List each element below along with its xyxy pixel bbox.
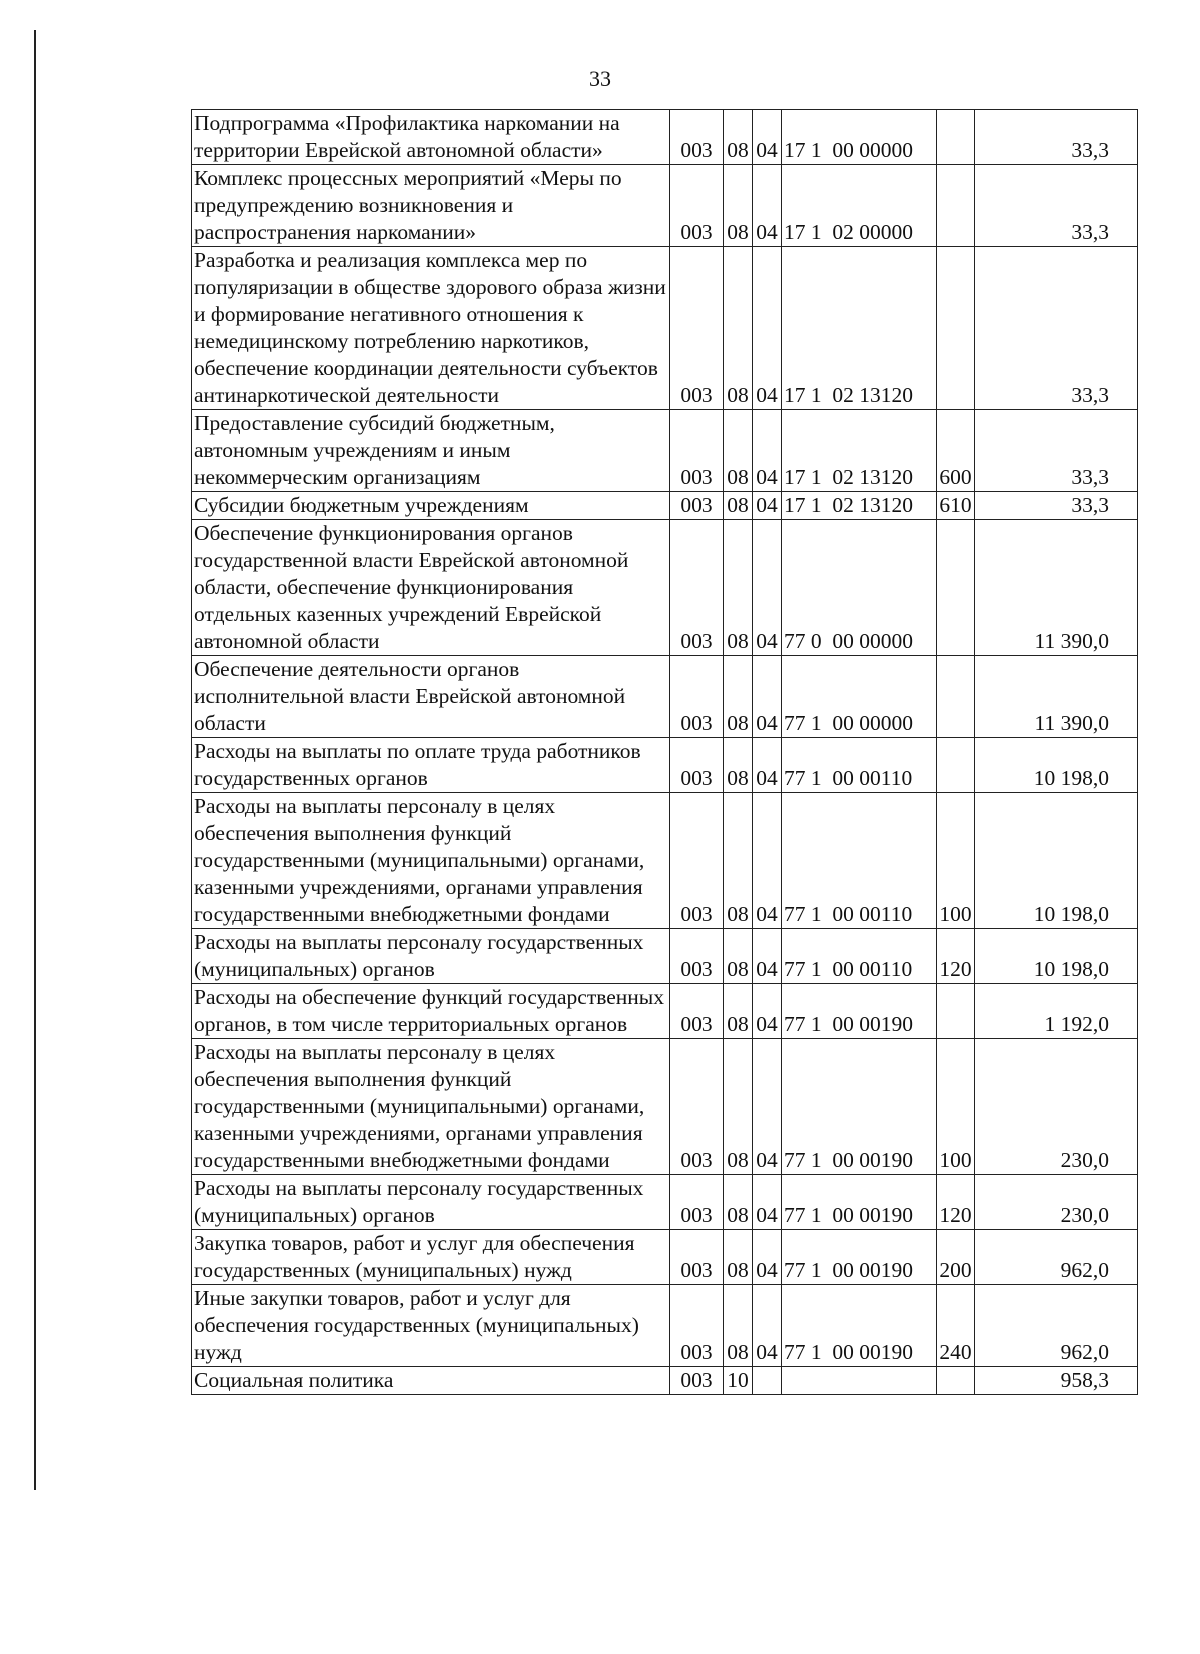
- cell-expense-type: [937, 110, 975, 165]
- cell-grbs: 003: [670, 1285, 724, 1367]
- row-name: Расходы на выплаты по оплате труда работников государственных органов: [192, 738, 670, 793]
- cell-amount: 1 192,0: [975, 984, 1138, 1039]
- table-row: [192, 656, 1138, 738]
- table-row: [192, 520, 1138, 656]
- cell-target-article: 77 1 00 00190: [782, 1230, 937, 1285]
- table-row: [192, 793, 1138, 929]
- cell-subsection: 04: [753, 1285, 782, 1367]
- row-name: Субсидии бюджетным учреждениям: [192, 492, 670, 520]
- cell-subsection: 04: [753, 492, 782, 520]
- cell-amount: 10 198,0: [975, 738, 1138, 793]
- table-row: [192, 1367, 1138, 1395]
- cell-section: 08: [724, 738, 753, 793]
- cell-grbs: 003: [670, 410, 724, 492]
- cell-section: 08: [724, 247, 753, 410]
- cell-target-article: 77 1 00 00110: [782, 738, 937, 793]
- cell-amount: 33,3: [975, 165, 1138, 247]
- cell-subsection: 04: [753, 929, 782, 984]
- cell-expense-type: [937, 247, 975, 410]
- cell-target-article: 77 1 00 00190: [782, 984, 937, 1039]
- cell-section: 08: [724, 410, 753, 492]
- cell-amount: 11 390,0: [975, 520, 1138, 656]
- row-name: Расходы на выплаты персоналу государственных (муниципальных) органов: [192, 929, 670, 984]
- cell-amount: 962,0: [975, 1285, 1138, 1367]
- cell-amount: 962,0: [975, 1230, 1138, 1285]
- row-name: Иные закупки товаров, работ и услуг для обеспечения государственных (муниципальных) нужд: [192, 1285, 670, 1367]
- table-row: [192, 247, 1138, 410]
- row-name: Расходы на выплаты персоналу государственных (муниципальных) органов: [192, 1175, 670, 1230]
- cell-expense-type: 100: [937, 1039, 975, 1175]
- cell-amount: 230,0: [975, 1039, 1138, 1175]
- cell-expense-type: [937, 738, 975, 793]
- table-row: [192, 410, 1138, 492]
- cell-target-article: 17 1 02 13120: [782, 492, 937, 520]
- cell-amount: 33,3: [975, 247, 1138, 410]
- cell-target-article: 77 1 00 00190: [782, 1285, 937, 1367]
- cell-target-article: 17 1 02 00000: [782, 165, 937, 247]
- row-name: Предоставление субсидий бюджетным, автономным учреждениям и иным некоммерческим организациям: [192, 410, 670, 492]
- budget-table: [191, 109, 1138, 1395]
- cell-expense-type: 200: [937, 1230, 975, 1285]
- cell-expense-type: 610: [937, 492, 975, 520]
- cell-target-article: 17 1 02 13120: [782, 410, 937, 492]
- row-name: Подпрограмма «Профилактика наркомании на территории Еврейской автономной области»: [192, 110, 670, 165]
- cell-target-article: 77 1 00 00110: [782, 793, 937, 929]
- row-name: Расходы на выплаты персоналу в целях обеспечения выполнения функций государственными (муниципальными) органами, казенными учреждениями, органами управления государственными внебюджетными фондами: [192, 1039, 670, 1175]
- cell-grbs: 003: [670, 1230, 724, 1285]
- row-name: Расходы на обеспечение функций государственных органов, в том числе территориальных органов: [192, 984, 670, 1039]
- cell-expense-type: [937, 520, 975, 656]
- cell-amount: 958,3: [975, 1367, 1138, 1395]
- cell-subsection: 04: [753, 247, 782, 410]
- cell-grbs: 003: [670, 492, 724, 520]
- cell-amount: 11 390,0: [975, 656, 1138, 738]
- cell-section: 08: [724, 165, 753, 247]
- table-row: [192, 738, 1138, 793]
- cell-target-article: 17 1 00 00000: [782, 110, 937, 165]
- cell-subsection: 04: [753, 165, 782, 247]
- cell-subsection: 04: [753, 410, 782, 492]
- row-name: Обеспечение функционирования органов государственной власти Еврейской автономной области, обеспечение функционирования отдельных казенных учреждений Еврейской автономной области: [192, 520, 670, 656]
- cell-subsection: 04: [753, 1175, 782, 1230]
- cell-grbs: 003: [670, 1175, 724, 1230]
- cell-target-article: 77 1 00 00000: [782, 656, 937, 738]
- cell-expense-type: [937, 656, 975, 738]
- row-name: Закупка товаров, работ и услуг для обеспечения государственных (муниципальных) нужд: [192, 1230, 670, 1285]
- cell-subsection: 04: [753, 110, 782, 165]
- cell-grbs: 003: [670, 984, 724, 1039]
- cell-amount: 33,3: [975, 410, 1138, 492]
- cell-target-article: 77 1 00 00190: [782, 1039, 937, 1175]
- table-row: [192, 1285, 1138, 1367]
- cell-target-article: [782, 1367, 937, 1395]
- cell-section: 08: [724, 1285, 753, 1367]
- cell-expense-type: [937, 984, 975, 1039]
- cell-target-article: 77 1 00 00110: [782, 929, 937, 984]
- cell-expense-type: 120: [937, 1175, 975, 1230]
- cell-amount: 33,3: [975, 492, 1138, 520]
- page-number: 33: [589, 66, 611, 91]
- cell-grbs: 003: [670, 520, 724, 656]
- table-row: [192, 1230, 1138, 1285]
- cell-section: 08: [724, 1230, 753, 1285]
- row-name: Социальная политика: [192, 1367, 670, 1395]
- cell-subsection: 04: [753, 1039, 782, 1175]
- cell-subsection: 04: [753, 984, 782, 1039]
- cell-grbs: 003: [670, 738, 724, 793]
- cell-section: 08: [724, 984, 753, 1039]
- cell-target-article: 17 1 02 13120: [782, 247, 937, 410]
- cell-target-article: 77 1 00 00190: [782, 1175, 937, 1230]
- table-row: [192, 929, 1138, 984]
- cell-subsection: [753, 1367, 782, 1395]
- cell-grbs: 003: [670, 929, 724, 984]
- cell-section: 08: [724, 793, 753, 929]
- cell-grbs: 003: [670, 656, 724, 738]
- cell-section: 08: [724, 110, 753, 165]
- cell-grbs: 003: [670, 110, 724, 165]
- cell-subsection: 04: [753, 520, 782, 656]
- row-name: Комплекс процессных мероприятий «Меры по предупреждению возникновения и распространения наркомании»: [192, 165, 670, 247]
- cell-section: 08: [724, 492, 753, 520]
- cell-subsection: 04: [753, 738, 782, 793]
- table-row: [192, 492, 1138, 520]
- cell-expense-type: 240: [937, 1285, 975, 1367]
- cell-amount: 10 198,0: [975, 929, 1138, 984]
- cell-grbs: 003: [670, 165, 724, 247]
- cell-expense-type: 120: [937, 929, 975, 984]
- cell-expense-type: 600: [937, 410, 975, 492]
- cell-amount: 10 198,0: [975, 793, 1138, 929]
- cell-target-article: 77 0 00 00000: [782, 520, 937, 656]
- cell-section: 08: [724, 656, 753, 738]
- row-name: Разработка и реализация комплекса мер по популяризации в обществе здорового образа жизни и формирование негативного отношения к немедицинскому потреблению наркотиков, обеспечение координации деятельности субъектов антинаркотической деятельности: [192, 247, 670, 410]
- table-row: [192, 165, 1138, 247]
- margin-line: [34, 30, 36, 1490]
- cell-amount: 33,3: [975, 110, 1138, 165]
- cell-expense-type: [937, 165, 975, 247]
- cell-subsection: 04: [753, 1230, 782, 1285]
- cell-subsection: 04: [753, 793, 782, 929]
- cell-section: 08: [724, 1039, 753, 1175]
- table-row: [192, 110, 1138, 165]
- cell-amount: 230,0: [975, 1175, 1138, 1230]
- cell-grbs: 003: [670, 247, 724, 410]
- cell-grbs: 003: [670, 1039, 724, 1175]
- cell-expense-type: [937, 1367, 975, 1395]
- cell-grbs: 003: [670, 1367, 724, 1395]
- row-name: Обеспечение деятельности органов исполнительной власти Еврейской автономной области: [192, 656, 670, 738]
- cell-expense-type: 100: [937, 793, 975, 929]
- cell-grbs: 003: [670, 793, 724, 929]
- table-row: [192, 984, 1138, 1039]
- cell-section: 08: [724, 1175, 753, 1230]
- table-row: [192, 1175, 1138, 1230]
- cell-subsection: 04: [753, 656, 782, 738]
- cell-section: 08: [724, 929, 753, 984]
- table-row: [192, 1039, 1138, 1175]
- row-name: Расходы на выплаты персоналу в целях обеспечения выполнения функций государственными (муниципальными) органами, казенными учреждениями, органами управления государственными внебюджетными фондами: [192, 793, 670, 929]
- cell-section: 08: [724, 520, 753, 656]
- cell-section: 10: [724, 1367, 753, 1395]
